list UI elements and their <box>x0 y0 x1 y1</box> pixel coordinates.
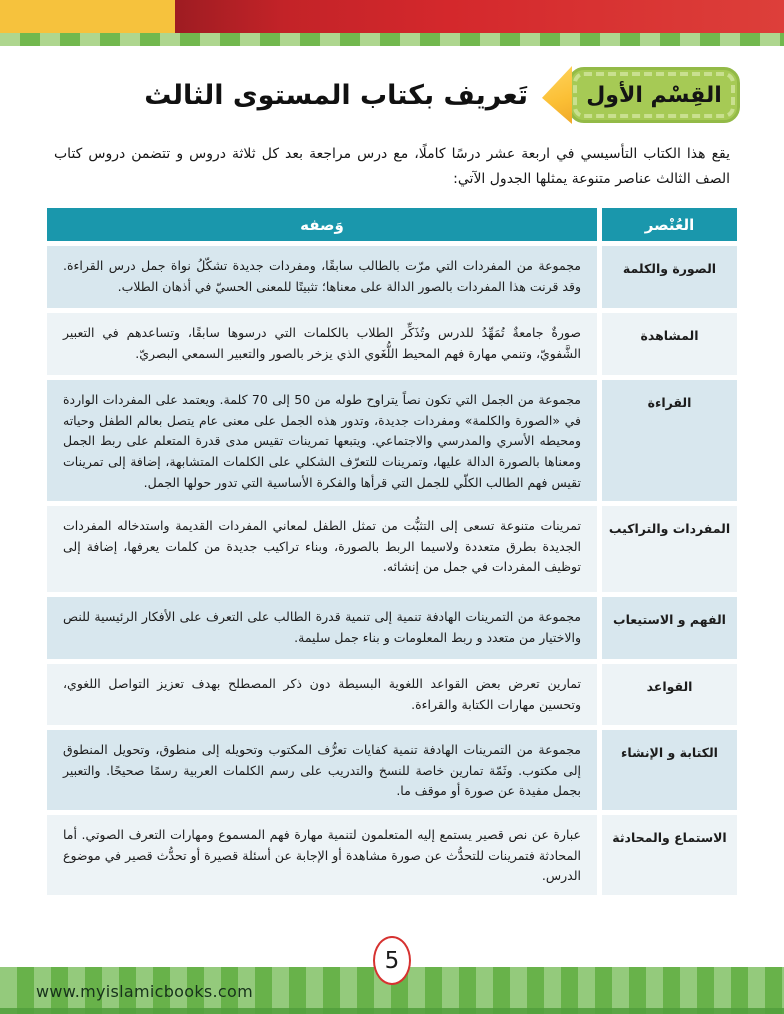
table-row <box>47 730 737 810</box>
table-body <box>47 246 737 895</box>
description-cell: مجموعة من الجمل التي تكون نصاً يتراوح طوله من 50 إلى 70 كلمة. ويعتمد على المفردات الواردة في «الصورة والكلمة» ومفردات جديدة، وتدور هذه الجمل على معنى عام يتصل بعالم الطفل وحياته ومحيطه الأسري والمدرسي والاجتماعي. ويتبعها تمرينات تقيس مدى قدرة المتعلم على ربط الجمل ومعناها بالصورة الدالة عليها، وتمرينات للتعرّف الشكلي على الكلمات المتشابهة، إضافة إلى تمرينات تقيس فهم الطالب الكلّي للجمل التي قرأها والفكرة الأساسية التي تدور حولها الجمل. <box>47 380 597 501</box>
table-header-row <box>47 208 737 241</box>
website-url: www.myislamicbooks.com <box>36 982 253 1001</box>
description-cell: صورةٌ جامعةٌ تُمَهِّدُ للدرس وتُذَكِّر الطلاب بالكلمات التي درسوها سابقًا، وتساعدهم في التعبير الشَّفويّ، وتنمي مهارة فهم المحيط اللُّغَوي الذي يزخر بالصور والتعبير السمعي البصريّ. <box>47 313 597 375</box>
description-cell: تمرينات متنوعة تسعى إلى التثبُّت من تمثل الطفل لمعاني المفردات القديمة واستدخاله المفردات الجديدة بطرق متعددة ولاسيما الربط بالصورة، وبناء تراكيب جديدة من كلمات يعرفها، إضافة إلى توظيف المفردات في جمل من إنشائه. <box>47 506 597 592</box>
description-cell: عبارة عن نص قصير يستمع إليه المتعلمون لتنمية مهارة فهم المسموع ومهارات التعرف الصوتي. أما المحادثة فتمرينات للتحدُّث عن صورة مشاهدة أو الإجابة عن أسئلة قصيرة أو تحدُّث قصير في موضوع الدرس. <box>47 815 597 895</box>
table-row <box>47 664 737 725</box>
page-title: تَعريف بكتاب المستوى الثالث <box>144 79 528 111</box>
description-cell: مجموعة من المفردات التي مرّت بالطالب سابقًا، ومفردات جديدة تشكّلُ نواة جمل درس القراءة. وقد قرنت هذا المفردات بالصور الدالة على معناها؛ تثبيتًا للمعنى الحسيّ في أذهان الطلاب. <box>47 246 597 308</box>
top-border-red-block <box>175 0 784 33</box>
page-number: 5 <box>384 947 400 974</box>
table-header-description: وَصفه <box>47 208 597 241</box>
element-cell: الفهم و الاستيعاب <box>602 597 737 659</box>
top-border-bar <box>0 0 784 33</box>
arrow-left-icon <box>542 66 572 124</box>
element-cell: الاستماع والمحادثة <box>602 815 737 895</box>
element-cell: القراءة <box>602 380 737 501</box>
table-row <box>47 597 737 659</box>
element-cell: الكتابة و الإنشاء <box>602 730 737 810</box>
element-cell: القواعد <box>602 664 737 725</box>
table-header-element: العُنْصر <box>602 208 737 241</box>
table-row <box>47 815 737 895</box>
page-number-badge <box>373 936 411 985</box>
element-cell: الصورة والكلمة <box>602 246 737 308</box>
description-cell: تمارين تعرض بعض القواعد اللغوية البسيطة دون ذكر المصطلح بهدف تعزيز التواصل اللغوي، وتحسين مهارات الكتابة والقراءة. <box>47 664 597 725</box>
description-cell: مجموعة من التمرينات الهادفة تنمية إلى تنمية قدرة الطالب على التعرف على الأفكار الرئيسية للنص والاختيار من متعدد و ربط المعلومات و بناء جمل سليمة. <box>47 597 597 659</box>
description-cell: مجموعة من التمرينات الهادفة تنمية كفايات تعرُّف المكتوب وتحويله إلى منطوق، وتحويل المنطوق إلى مكتوب. وثَمّة تمارين خاصة للنسخ والتدريب على رسم الكلمات العربية رسمًا صحيحًا. والتعبير بجمل مفيدة عن صورة أو موقف ما. <box>47 730 597 810</box>
element-cell: المفردات والتراكيب <box>602 506 737 592</box>
top-checker-strip <box>0 33 784 46</box>
section-badge <box>568 67 740 123</box>
table-row <box>47 506 737 592</box>
element-cell: المشاهدة <box>602 313 737 375</box>
intro-paragraph: يقع هذا الكتاب التأسيسي في اربعة عشر درسًا كاملًا، مع درس مراجعة بعد كل ثلاثة دروس و تتضمن دروس كتاب الصف الثالث عناصر متنوعة يمثلها الجدول الآتي: <box>54 146 730 188</box>
elements-table <box>47 208 737 900</box>
top-border-yellow-block <box>0 0 175 33</box>
table-row <box>47 380 737 501</box>
table-row <box>47 246 737 308</box>
table-row <box>47 313 737 375</box>
section-badge-label: القِسْم الأول <box>586 82 722 108</box>
page-header <box>44 66 740 124</box>
